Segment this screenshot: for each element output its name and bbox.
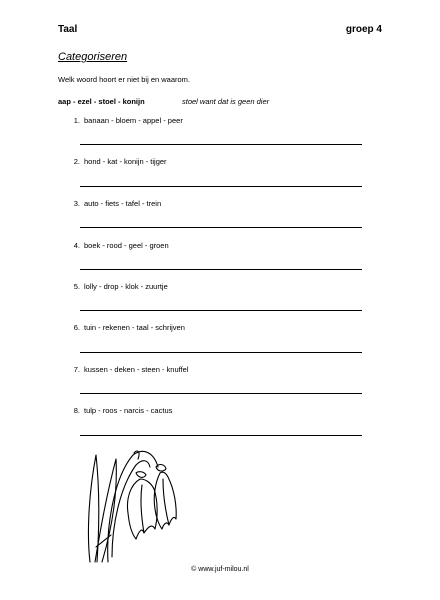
answer-line[interactable]: [80, 310, 362, 311]
question-number: 6.: [73, 323, 80, 332]
example-words: aap - ezel - stoel - konijn: [58, 97, 145, 106]
flower-front-ovary: [136, 472, 146, 478]
flower-back-ovary: [156, 465, 166, 472]
stem-main: [108, 451, 158, 562]
answer-line[interactable]: [80, 393, 362, 394]
answer-line[interactable]: [80, 186, 362, 187]
answer-line[interactable]: [80, 144, 362, 145]
question-number: 8.: [73, 406, 80, 415]
header-subject: Taal: [58, 24, 78, 35]
answer-line[interactable]: [80, 352, 362, 353]
question-words: tulp - roos - narcis - cactus: [84, 406, 173, 415]
question-number: 2.: [73, 157, 80, 166]
instruction-text: Welk woord hoort er niet bij en waarom.: [58, 75, 191, 84]
question-number: 3.: [73, 199, 80, 208]
question-words: tuin - rekenen - taal - schrijven: [84, 323, 185, 332]
question-words: kussen - deken - steen - knuffel: [84, 365, 189, 374]
flower-back: [154, 472, 176, 529]
question-number: 1.: [73, 116, 80, 125]
flower-front: [128, 479, 158, 539]
example-answer: stoel want dat is geen dier: [182, 97, 270, 106]
question-words: hond - kat - konijn - tijger: [84, 157, 167, 166]
snowdrop-illustration: [78, 447, 188, 567]
stem-second: [112, 461, 150, 557]
flower-front-petal-line: [141, 485, 144, 533]
answer-line[interactable]: [80, 269, 362, 270]
question-words: boek - rood - geel - groen: [84, 241, 169, 250]
question-words: lolly - drop - klok - zuurtje: [84, 282, 168, 291]
footer-copyright[interactable]: © www.juf-milou.nl: [191, 566, 249, 573]
answer-line[interactable]: [80, 435, 362, 436]
spathe: [134, 451, 139, 459]
question-words: banaan - bloem - appel - peer: [84, 116, 183, 125]
question-words: auto - fiets - tafel - trein: [84, 199, 162, 208]
answer-line[interactable]: [80, 227, 362, 228]
header-group: groep 4: [345, 24, 382, 35]
question-number: 5.: [73, 282, 80, 291]
question-number: 7.: [73, 365, 80, 374]
page-title: Categoriseren: [58, 51, 128, 63]
question-number: 4.: [73, 241, 80, 250]
flower-back-petal-line: [163, 479, 169, 525]
